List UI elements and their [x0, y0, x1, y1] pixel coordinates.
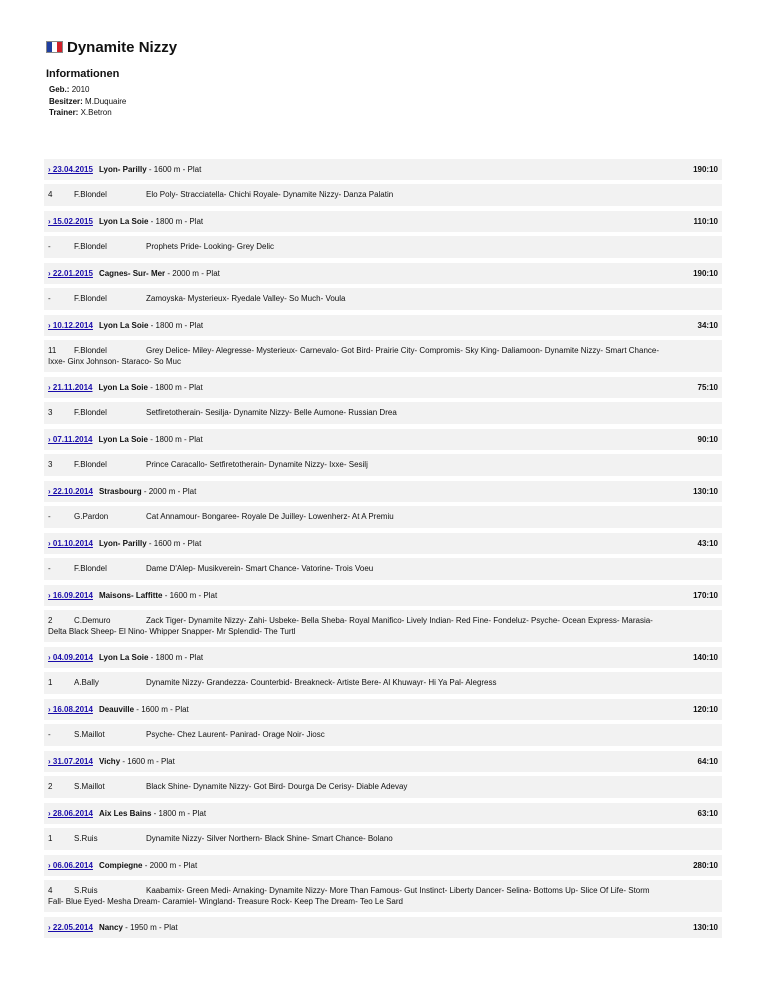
- race-track: Lyon La Soie: [98, 321, 149, 330]
- race-entry: [44, 211, 722, 258]
- race-entry: [44, 315, 722, 372]
- race-header: [44, 315, 722, 336]
- jockey-name: F.Blondel: [74, 294, 107, 303]
- finish-position: -: [48, 242, 51, 251]
- race-header: [44, 481, 722, 502]
- race-details: - 1600 m - Plat: [134, 705, 189, 714]
- race-result: [44, 506, 722, 528]
- jockey-name: F.Blondel: [74, 460, 107, 469]
- race-header: [44, 803, 722, 824]
- race-field: Prince Caracallo- Setfiretotherain- Dynamite Nizzy- Ixxe- Sesilj: [146, 460, 368, 469]
- race-field: Zamoyska- Mysterieux- Ryedale Valley- So Much- Voula: [146, 294, 346, 303]
- finish-position: 3: [48, 408, 53, 417]
- race-details: - 2000 m - Plat: [141, 487, 197, 496]
- race-track: Lyon La Soie: [98, 653, 149, 662]
- race-date-link[interactable]: › 04.09.2014: [48, 653, 93, 662]
- race-entry: [44, 647, 722, 694]
- jockey-name: S.Maillot: [74, 730, 105, 739]
- jockey-name: G.Pardon: [74, 512, 109, 521]
- owner-value: M.Duquaire: [85, 96, 127, 106]
- race-field: Zack Tiger- Dynamite Nizzy- Zahi- Usbeke- Bella Sheba- Royal Manifico- Lively Indian- Red Fine- Fondeluz- Psyche- Ocean Express- Marasia- Delta Black Sheep- El Nino- Whipper Snapper- Mr Splendid- The Turtl: [48, 616, 653, 636]
- race-details: - 2000 m - Plat: [142, 861, 198, 870]
- race-header: [44, 585, 722, 606]
- race-entry: [44, 481, 722, 528]
- race-field: Grey Delice- Miley- Alegresse- Mysterieux- Carnevalo- Got Bird- Prairie City- Compromis- Sky King- Daliamoon- Dynamite Nizzy- Smart Chance- Ixxe- Ginx Johnson- Staraco- So Muc: [48, 346, 660, 366]
- race-field: Dynamite Nizzy- Grandezza- Counterbid- Breakneck- Artiste Bere- Al Khuwayr- Hi Ya Pal- Alegress: [146, 678, 497, 687]
- race-header: [44, 533, 722, 554]
- race-entry: [44, 917, 722, 938]
- owner-row: [49, 96, 126, 108]
- race-date-link[interactable]: › 07.11.2014: [48, 435, 93, 444]
- jockey-name: S.Ruis: [74, 834, 98, 843]
- race-date-link[interactable]: › 10.12.2014: [48, 321, 93, 330]
- race-header: [44, 211, 722, 232]
- race-field: Psyche- Chez Laurent- Panirad- Orage Noir- Jiosc: [146, 730, 325, 739]
- race-date-link[interactable]: › 22.10.2014: [48, 487, 93, 496]
- jockey-name: F.Blondel: [74, 346, 107, 355]
- race-odds: 140:10: [693, 653, 718, 662]
- race-odds: 170:10: [693, 591, 718, 600]
- race-date-link[interactable]: › 31.07.2014: [48, 757, 93, 766]
- race-header: [44, 917, 722, 938]
- born-value: 2010: [71, 85, 90, 94]
- race-odds: 280:10: [693, 861, 718, 870]
- race-field: Dynamite Nizzy- Silver Northern- Black Shine- Smart Chance- Bolano: [146, 834, 393, 843]
- race-header: [44, 751, 722, 772]
- race-odds: 130:10: [693, 923, 718, 932]
- race-details: - 1800 m - Plat: [148, 217, 204, 226]
- race-track: Lyon- Parilly: [98, 165, 147, 174]
- race-date-link[interactable]: › 22.01.2015: [48, 269, 93, 278]
- race-entry: [44, 377, 722, 424]
- race-result: [44, 340, 722, 372]
- race-field: Setfiretotherain- Sesilja- Dynamite Nizzy- Belle Aumone- Russian Drea: [146, 408, 397, 417]
- race-result: [44, 610, 722, 642]
- finish-position: 3: [48, 460, 53, 469]
- jockey-name: S.Ruis: [74, 886, 98, 895]
- finish-position: -: [48, 564, 51, 573]
- race-field: Black Shine- Dynamite Nizzy- Got Bird- Dourga De Cerisy- Diable Adevay: [146, 782, 408, 791]
- owner-label: Besitzer:: [49, 96, 83, 106]
- race-entry: [44, 533, 722, 580]
- race-details: - 1600 m - Plat: [146, 165, 202, 174]
- race-entry: [44, 263, 722, 310]
- finish-position: 1: [48, 834, 53, 843]
- race-result: [44, 724, 722, 746]
- info-block: [49, 84, 126, 119]
- race-header: [44, 855, 722, 876]
- race-details: - 1600 m - Plat: [162, 591, 218, 600]
- race-details: - 1950 m - Plat: [122, 923, 178, 932]
- finish-position: 4: [48, 190, 53, 199]
- trainer-value: X.Betron: [80, 108, 112, 117]
- race-details: - 1800 m - Plat: [147, 435, 203, 444]
- race-odds: 63:10: [697, 809, 718, 818]
- trainer-row: [49, 107, 126, 119]
- race-field: Kaabamix- Green Medi- Arnaking- Dynamite Nizzy- More Than Famous- Gut Instinct- Liberty Dancer- Selina- Bottoms Up- Slice Of Life- Storm Fall- Blue Eyed- Mesha Dream- Caramiel- Wingland- Treasure Rock- Keep The Dream- Teo Le Sard: [48, 886, 650, 906]
- jockey-name: F.Blondel: [74, 408, 107, 417]
- info-heading: Informationen: [46, 68, 120, 80]
- race-date-link[interactable]: › 15.02.2015: [48, 217, 93, 226]
- race-track: Compiegne: [98, 861, 143, 870]
- race-result: [44, 184, 722, 206]
- race-track: Lyon- Parilly: [98, 539, 147, 548]
- race-entry: [44, 803, 722, 850]
- finish-position: 2: [48, 782, 53, 791]
- race-entry: [44, 699, 722, 746]
- race-odds: 75:10: [697, 383, 718, 392]
- race-result: [44, 672, 722, 694]
- race-track: Nancy: [98, 923, 123, 932]
- race-odds: 190:10: [693, 165, 718, 174]
- race-odds: 64:10: [697, 757, 718, 766]
- race-header: [44, 263, 722, 284]
- race-odds: 43:10: [697, 539, 718, 548]
- race-odds: 90:10: [697, 435, 718, 444]
- horse-name-title: Dynamite Nizzy: [67, 38, 178, 56]
- race-date-link[interactable]: › 22.05.2014: [48, 923, 93, 932]
- race-result: [44, 828, 722, 850]
- race-track: Maisons- Laffitte: [98, 591, 163, 600]
- race-details: - 1600 m - Plat: [120, 757, 175, 766]
- race-result: [44, 776, 722, 798]
- race-details: - 2000 m - Plat: [165, 269, 220, 278]
- born-row: [49, 84, 126, 96]
- race-track: Vichy: [98, 757, 121, 766]
- jockey-name: A.Bally: [74, 678, 99, 687]
- finish-position: -: [48, 512, 51, 521]
- race-track: Cagnes- Sur- Mer: [98, 269, 166, 278]
- finish-position: -: [48, 730, 51, 739]
- race-result: [44, 558, 722, 580]
- race-field: Cat Annamour- Bongaree- Royale De Juilley- Lowenherz- At A Premiu: [146, 512, 394, 521]
- race-details: - 1800 m - Plat: [151, 809, 207, 818]
- flag-stripe-red: [57, 42, 62, 52]
- race-header: [44, 429, 722, 450]
- jockey-name: C.Demuro: [74, 616, 111, 625]
- race-details: - 1600 m - Plat: [146, 539, 202, 548]
- trainer-label: Trainer:: [49, 108, 79, 117]
- race-odds: 190:10: [693, 269, 718, 278]
- page-header: [46, 37, 177, 57]
- race-date-link[interactable]: › 06.06.2014: [48, 861, 93, 870]
- race-result: [44, 454, 722, 476]
- jockey-name: F.Blondel: [74, 242, 107, 251]
- race-date-link[interactable]: › 01.10.2014: [48, 539, 93, 548]
- race-date-link[interactable]: › 28.06.2014: [48, 809, 93, 818]
- race-field: Elo Poly- Stracciatella- Chichi Royale- Dynamite Nizzy- Danza Palatin: [146, 190, 394, 199]
- race-result: [44, 880, 722, 912]
- race-header: [44, 699, 722, 720]
- race-date-link[interactable]: › 23.04.2015: [48, 165, 93, 174]
- race-track: Deauville: [98, 705, 135, 714]
- race-details: - 1800 m - Plat: [148, 653, 204, 662]
- race-date-link[interactable]: › 21.11.2014: [48, 383, 93, 392]
- race-date-link[interactable]: › 16.09.2014: [48, 591, 93, 600]
- race-list: [44, 159, 722, 943]
- france-flag-icon: [46, 41, 63, 53]
- race-field: Prophets Pride- Looking- Grey Delic: [146, 242, 275, 251]
- jockey-name: F.Blondel: [74, 564, 107, 573]
- race-header: [44, 159, 722, 180]
- race-result: [44, 288, 722, 310]
- finish-position: 11: [48, 346, 57, 355]
- race-header: [44, 377, 722, 398]
- race-details: - 1800 m - Plat: [148, 321, 204, 330]
- finish-position: -: [48, 294, 51, 303]
- race-result: [44, 236, 722, 258]
- race-odds: 130:10: [693, 487, 718, 496]
- race-entry: [44, 585, 722, 642]
- jockey-name: S.Maillot: [74, 782, 105, 791]
- race-header: [44, 647, 722, 668]
- race-field: Dame D'Alep- Musikverein- Smart Chance- Vatorine- Trois Voeu: [146, 564, 374, 573]
- finish-position: 1: [48, 678, 53, 687]
- race-odds: 120:10: [693, 705, 718, 714]
- race-date-link[interactable]: › 16.08.2014: [48, 705, 93, 714]
- race-track: Aix Les Bains: [98, 809, 152, 818]
- race-entry: [44, 429, 722, 476]
- race-details: - 1800 m - Plat: [147, 383, 203, 392]
- race-track: Lyon La Soie: [98, 217, 149, 226]
- race-track: Strasbourg: [98, 487, 142, 496]
- race-entry: [44, 855, 722, 912]
- born-label: Geb.:: [49, 85, 70, 94]
- race-odds: 110:10: [693, 217, 718, 226]
- race-entry: [44, 751, 722, 798]
- race-result: [44, 402, 722, 424]
- jockey-name: F.Blondel: [74, 190, 107, 199]
- race-track: Lyon La Soie: [98, 435, 148, 444]
- finish-position: 2: [48, 616, 53, 625]
- race-entry: [44, 159, 722, 206]
- finish-position: 4: [48, 886, 53, 895]
- race-track: Lyon La Soie: [98, 383, 148, 392]
- race-odds: 34:10: [697, 321, 718, 330]
